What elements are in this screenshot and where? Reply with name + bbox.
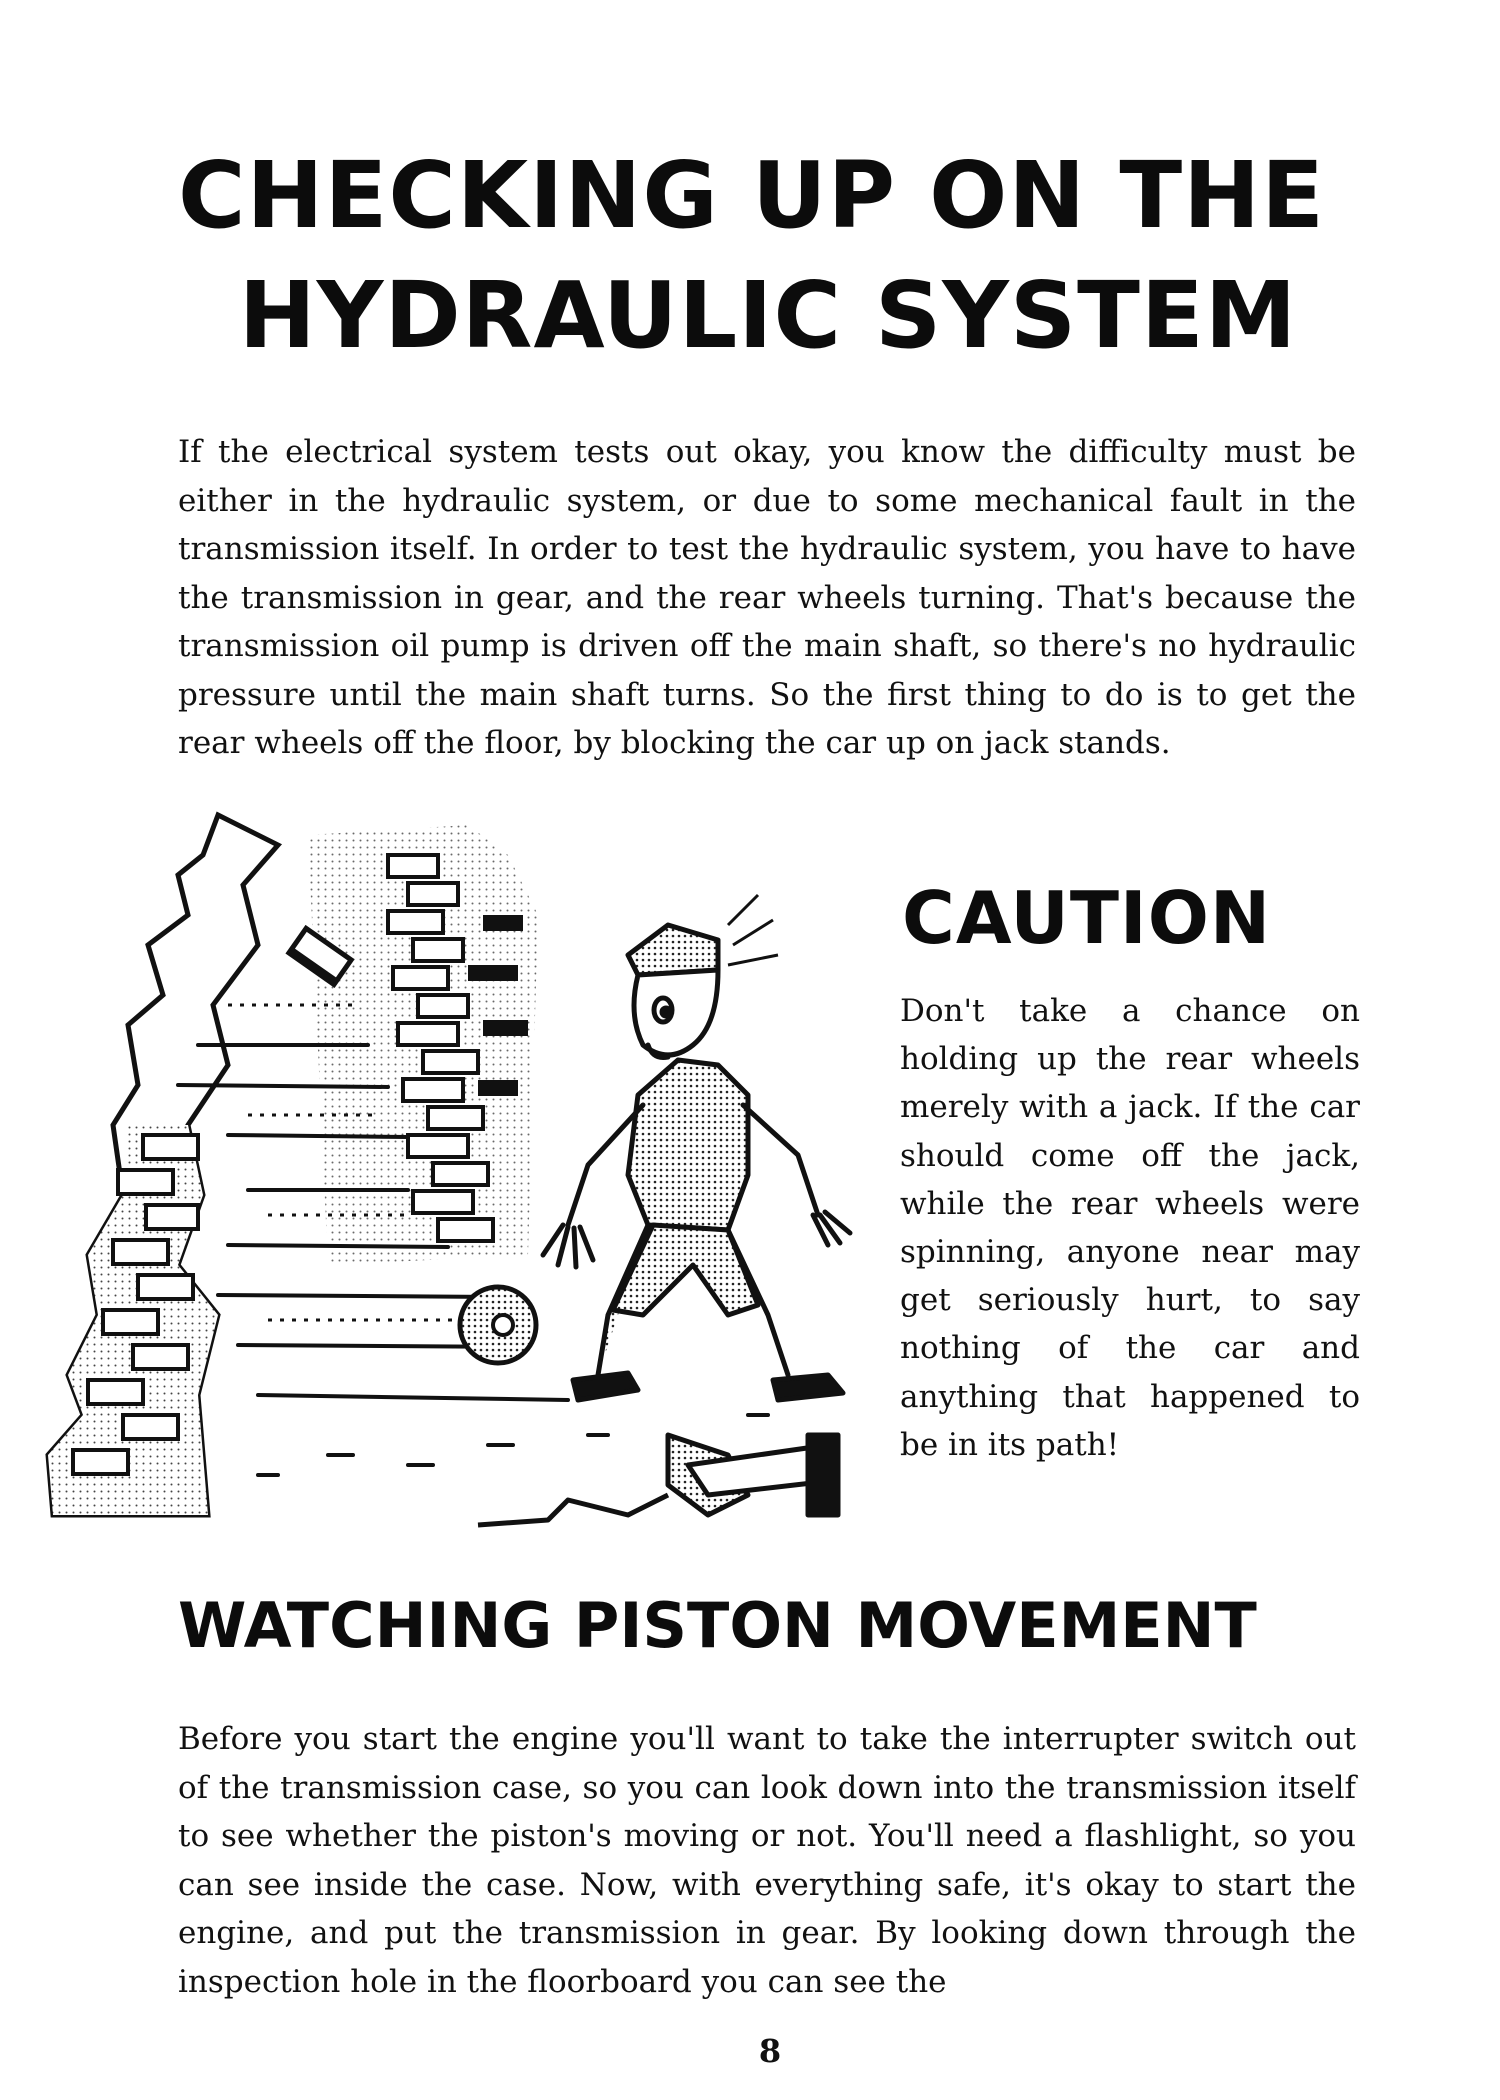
intro-paragraph: If the electrical system tests out okay, you know the difficulty must be either in the hydraulic system, or due to some mechanical fault in the transmission itself. In order to test the hydraulic system, you have to have the transmission in gear, and the rear wheels turning. That's because the transmission oil pump is driven off the main shaft, so there's no hydraulic pressure until the main shaft turns. So the first thing to do is to get the rear wheels off the floor, by blocking the car up on jack stands. [178, 434, 1356, 761]
mechanic-wall-crash-illustration [28, 795, 868, 1545]
page-title-line-2: HYDRAULIC SYSTEM [238, 262, 1298, 369]
section-heading: WATCHING PISTON MOVEMENT [178, 1589, 1257, 1662]
caution-text: Don't take a chance on holding up the rear wheels merely with a jack. If the car should come off the jack, while the rear wheels were spinning, anyone near may get seriously hurt, to say nothing of the car and anything that happened to be in its path! [900, 993, 1360, 1463]
page-title-line-1: CHECKING UP ON THE [178, 142, 1325, 249]
section-paragraph: Before you start the engine you'll want to take the interrupter switch out of the transmission case, so you can look down into the transmission itself to see whether the piston's moving or not. You'll need a flashlight, so you can see inside the case. Now, with everything safe, it's okay to start the engine, and put the transmission in gear. By looking down through the inspection hole in the floorboard you can see the [178, 1721, 1356, 2000]
caution-heading: CAUTION [902, 876, 1272, 960]
page-number: 8 [758, 2032, 782, 2070]
